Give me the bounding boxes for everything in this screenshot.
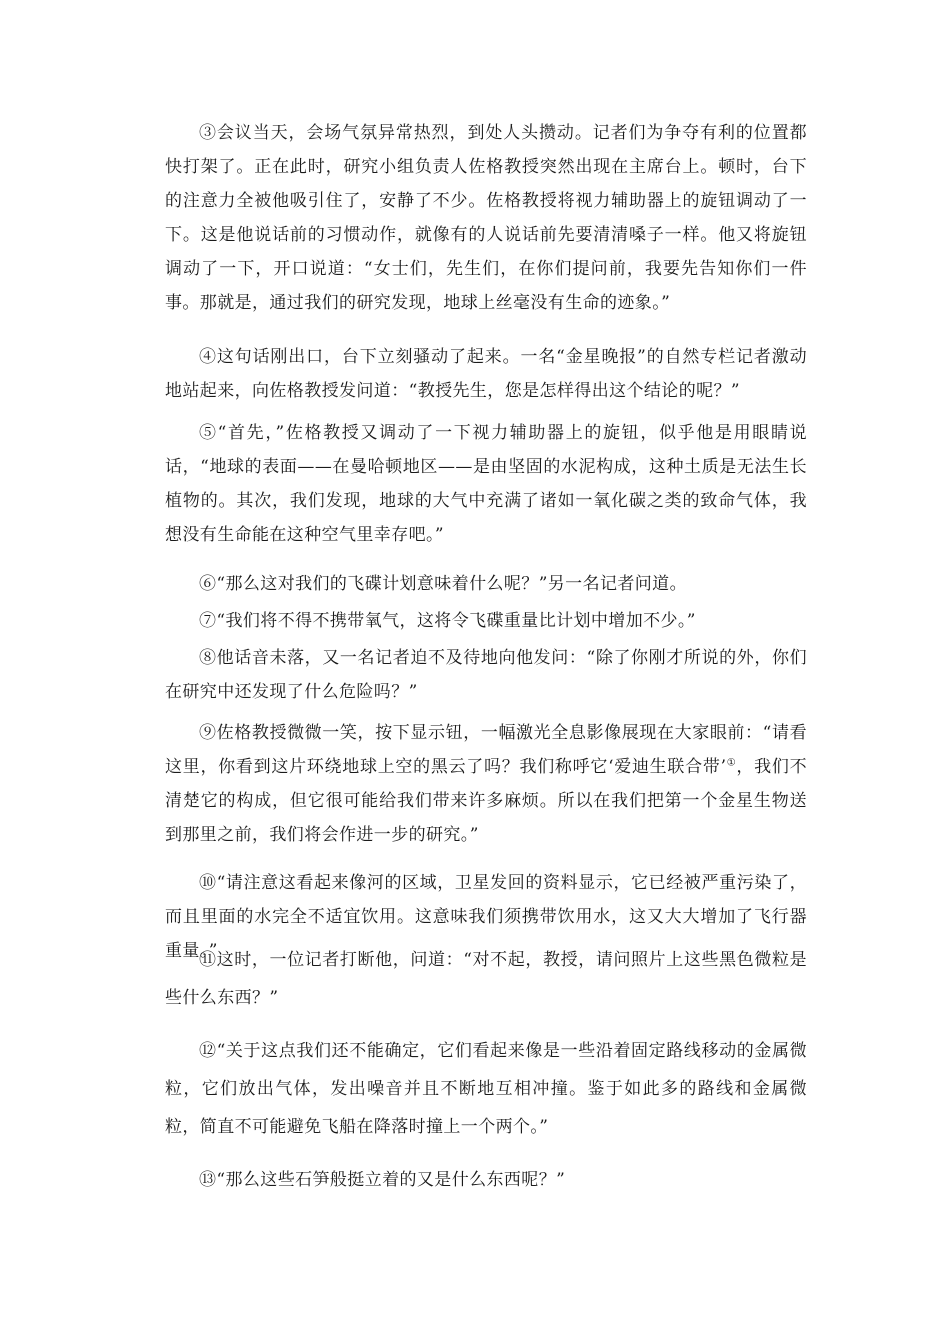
paragraph-3: ③会议当天，会场气氛异常热烈，到处人头攒动。记者们为争夺有利的位置都快打架了。正在此时，研究小组负责人佐格教授突然出现在主席台上。顿时，台下的注意力全被他吸引住了，安静了不少。佐格教授将视力辅助器上的旋钮调动了一下。这是他说话前的习惯动作，就像有的人说话前先要清清嗓子一样。他又将旋钮调动了一下，开口说道：“女士们，先生们，在你们提问前，我要先告知你们一件事。那就是，通过我们的研究发现，地球上丝毫没有生命的迹象。” — [165, 123, 807, 313]
paragraph-10: ⑩“请注意这看起来像河的区域，卫星发回的资料显示，它已经被严重污染了，而且里面的水完全不适宜饮用。这意味我们须携带饮用水，这又大大增加了飞行器重量。” — [165, 873, 807, 961]
paragraph-8: ⑧他话音未落，又一名记者迫不及待地向他发问：“除了你刚才所说的外，你们在研究中还发现了什么危险吗？” — [165, 648, 807, 702]
paragraph-13: ⑬“那么这些石笋般挺立着的又是什么东西呢？” — [199, 1170, 566, 1190]
paragraph-6: ⑥“那么这对我们的飞碟计划意味着什么呢？”另一名记者问道。 — [199, 574, 687, 594]
paragraph-4: ④这句话刚出口，台下立刻骚动了起来。一名“金星晚报”的自然专栏记者激动地站起来，向佐格教授发问道：“教授先生，您是怎样得出这个结论的呢？” — [165, 347, 807, 401]
paragraph-12: ⑫“关于这点我们还不能确定，它们看起来像是一些沿着固定路线移动的金属微粒，它们放出气体，发出噪音并且不断地互相冲撞。鉴于如此多的路线和金属微粒，简直不可能避免飞船在降落时撞上一个两个。” — [165, 1041, 807, 1137]
paragraph-9-text-after: ，我们不清楚它的构成，但它很可能给我们带来许多麻烦。所以在我们把第一个金星生物送到那里之前，我们将会作进一步的研究。” — [165, 757, 807, 845]
paragraph-9 — [165, 716, 807, 852]
paragraph-7: ⑦“我们将不得不携带氧气，这将令飞碟重量比计划中增加不少。” — [199, 611, 696, 631]
paragraph-11: ⑪这时，一位记者打断他，问道：“对不起，教授，请问照片上这些黑色微粒是些什么东西？” — [165, 950, 807, 1008]
footnote-marker: ① — [726, 757, 737, 769]
paragraph-9-text-before: ⑨佐格教授微微一笑，按下显示钮，一幅激光全息影像展现在大家眼前：“请看这里，你看到这片环绕地球上空的黑云了吗？我们称呼它‘爱迪生联合带’ — [165, 723, 807, 777]
paragraph-5: ⑤“首先，”佐格教授又调动了一下视力辅助器上的旋钮，似乎他是用眼睛说话，“地球的表面——在曼哈顿地区——是由坚固的水泥构成，这种土质是无法生长植物的。其次，我们发现，地球的大气中充满了诸如一氧化碳之类的致命气体，我想没有生命能在这种空气里幸存吧。” — [165, 423, 807, 545]
